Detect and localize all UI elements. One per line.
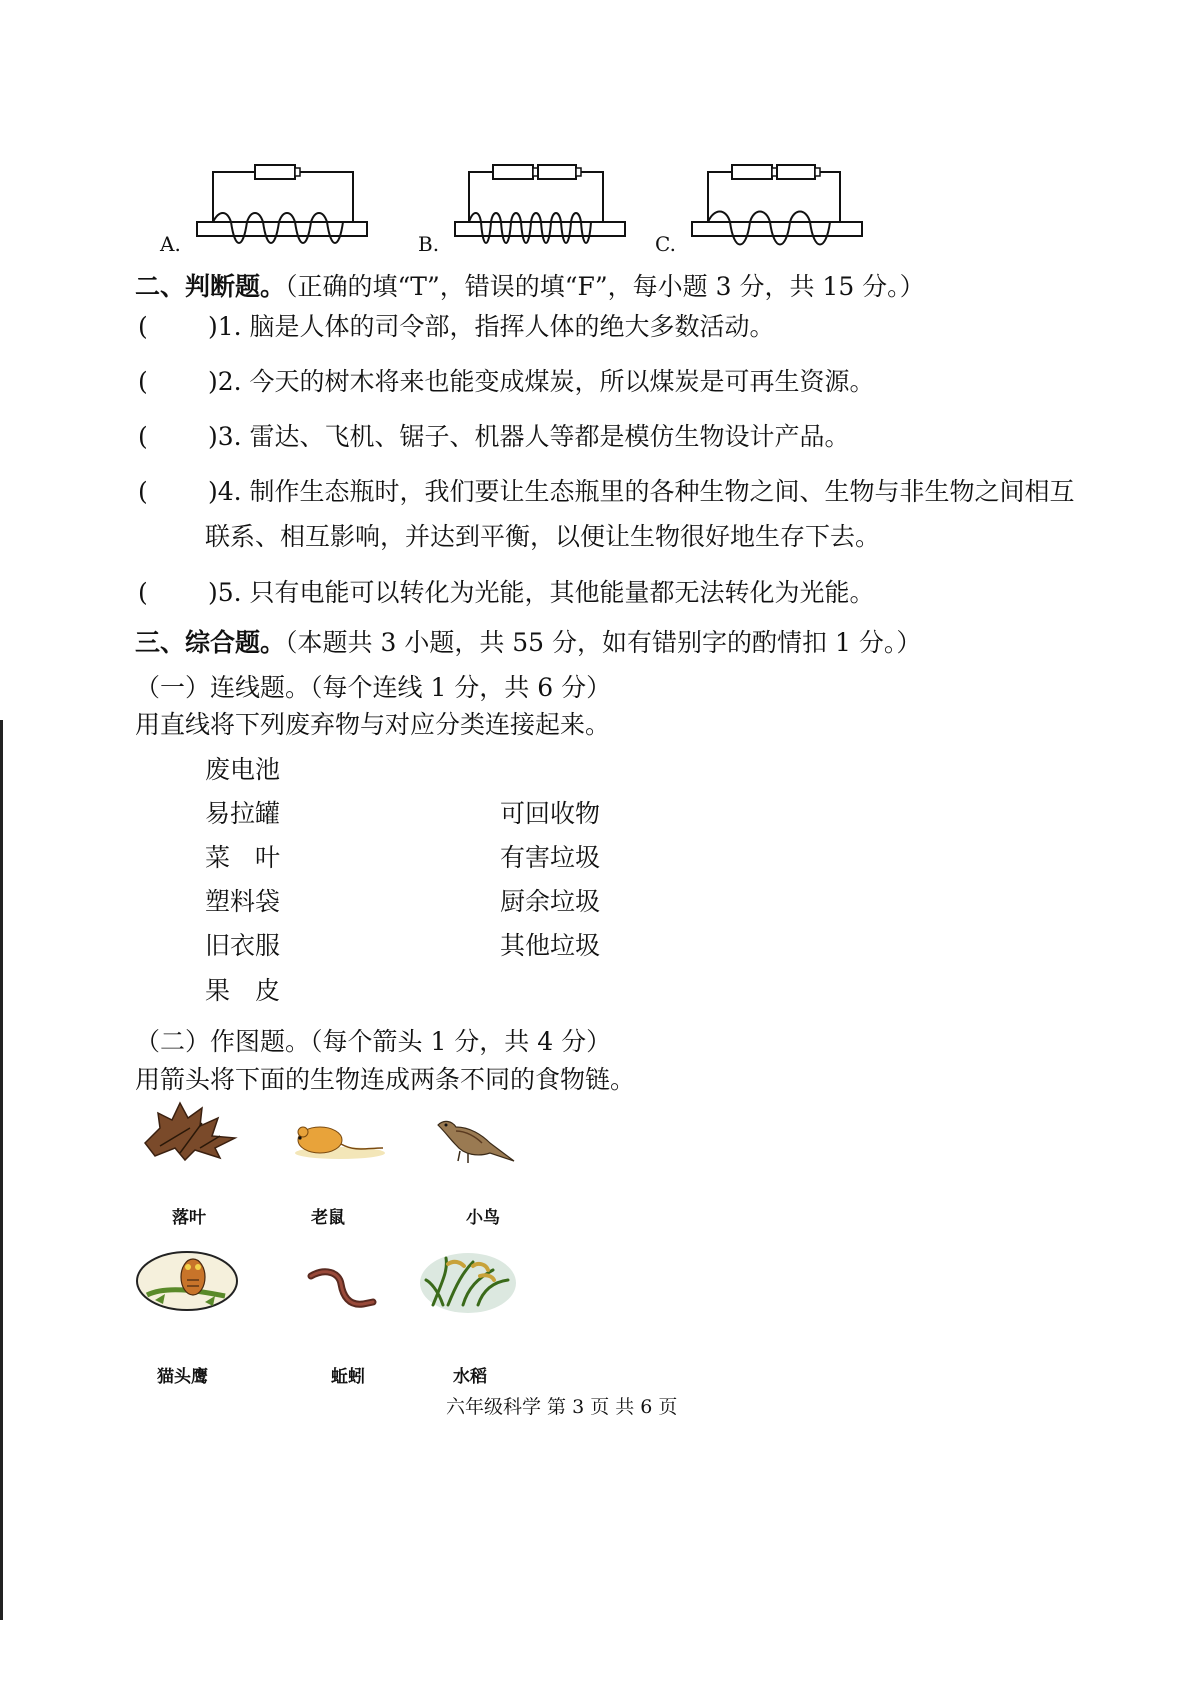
part1-instruction: 用直线将下列废弃物与对应分类连接起来。: [135, 710, 611, 739]
section2-title: 二、判断题。: [135, 272, 286, 301]
category-item[interactable]: 厨余垃圾: [500, 887, 601, 916]
circuit-diagram-a: [195, 160, 375, 255]
waste-item[interactable]: 菜 叶: [205, 843, 281, 872]
judgement-text: )1. 脑是人体的司令部，指挥人体的绝大多数活动。: [208, 312, 775, 341]
category-item[interactable]: 其他垃圾: [500, 931, 601, 960]
waste-item[interactable]: 果 皮: [205, 976, 281, 1005]
section2-heading: [135, 272, 925, 302]
section3-heading: [135, 628, 921, 658]
judgement-item-4[interactable]: [138, 477, 1075, 507]
organism-label: 蚯蚓: [331, 1367, 365, 1387]
waste-item[interactable]: 废电池: [205, 755, 281, 784]
rice-plant-image[interactable]: [418, 1250, 518, 1315]
answer-paren: (: [138, 422, 148, 451]
waste-item[interactable]: 旧衣服: [205, 931, 281, 960]
scan-edge-line: [0, 720, 3, 1620]
fallen-leaves-image[interactable]: [140, 1098, 240, 1163]
judgement-text: )2. 今天的树木将来也能变成煤炭，所以煤炭是可再生资源。: [208, 367, 875, 396]
organism-label: 猫头鹰: [157, 1367, 208, 1387]
judgement-text: )3. 雷达、飞机、锯子、机器人等都是模仿生物设计产品。: [208, 422, 850, 451]
judgement-text: )5. 只有电能可以转化为光能，其他能量都无法转化为光能。: [208, 578, 875, 607]
answer-paren: (: [138, 312, 148, 341]
part2-instruction: 用箭头将下面的生物连成两条不同的食物链。: [135, 1065, 636, 1094]
judgement-item-5[interactable]: [138, 578, 875, 608]
earthworm-image[interactable]: [305, 1266, 380, 1314]
answer-paren: (: [138, 477, 148, 506]
judgement-text: )4. 制作生态瓶时，我们要让生态瓶里的各种生物之间、生物与非生物之间相互: [208, 477, 1075, 506]
mouse-image[interactable]: [285, 1118, 390, 1163]
organism-label: 老鼠: [311, 1208, 345, 1228]
option-b-label: B.: [418, 232, 440, 256]
waste-item[interactable]: 塑料袋: [205, 887, 281, 916]
organism-label: 水稻: [453, 1367, 487, 1387]
category-item[interactable]: 可回收物: [500, 799, 601, 828]
organism-label: 落叶: [172, 1208, 206, 1228]
part2-title: （二）作图题。（每个箭头 1 分，共 4 分）: [135, 1027, 612, 1056]
judgement-item-1[interactable]: [138, 312, 775, 342]
judgement-item-3[interactable]: [138, 422, 850, 452]
bird-image[interactable]: [430, 1113, 520, 1168]
judgement-item-4-continued: 联系、相互影响，并达到平衡，以便让生物很好地生存下去。: [205, 522, 881, 551]
option-a-label: A.: [160, 232, 181, 256]
category-item[interactable]: 有害垃圾: [500, 843, 601, 872]
circuit-diagram-b: [453, 160, 633, 255]
section3-note: （本题共 3 小题，共 55 分，如有错别字的酌情扣 1 分。）: [285, 628, 922, 657]
owl-image[interactable]: [135, 1250, 240, 1312]
section3-title: 三、综合题。: [135, 628, 286, 657]
answer-paren: (: [138, 578, 148, 607]
judgement-item-2[interactable]: [138, 367, 875, 397]
option-c-label: C.: [655, 232, 676, 256]
waste-item[interactable]: 易拉罐: [205, 799, 281, 828]
circuit-diagram-c: [690, 160, 870, 255]
page-footer: 六年级科学 第 3 页 共 6 页: [446, 1396, 678, 1418]
section2-note: （正确的填“T”，错误的填“F”，每小题 3 分，共 15 分。）: [285, 272, 925, 301]
part1-title: （一）连线题。（每个连线 1 分，共 6 分）: [135, 673, 612, 702]
organism-label: 小鸟: [466, 1208, 500, 1228]
answer-paren: (: [138, 367, 148, 396]
